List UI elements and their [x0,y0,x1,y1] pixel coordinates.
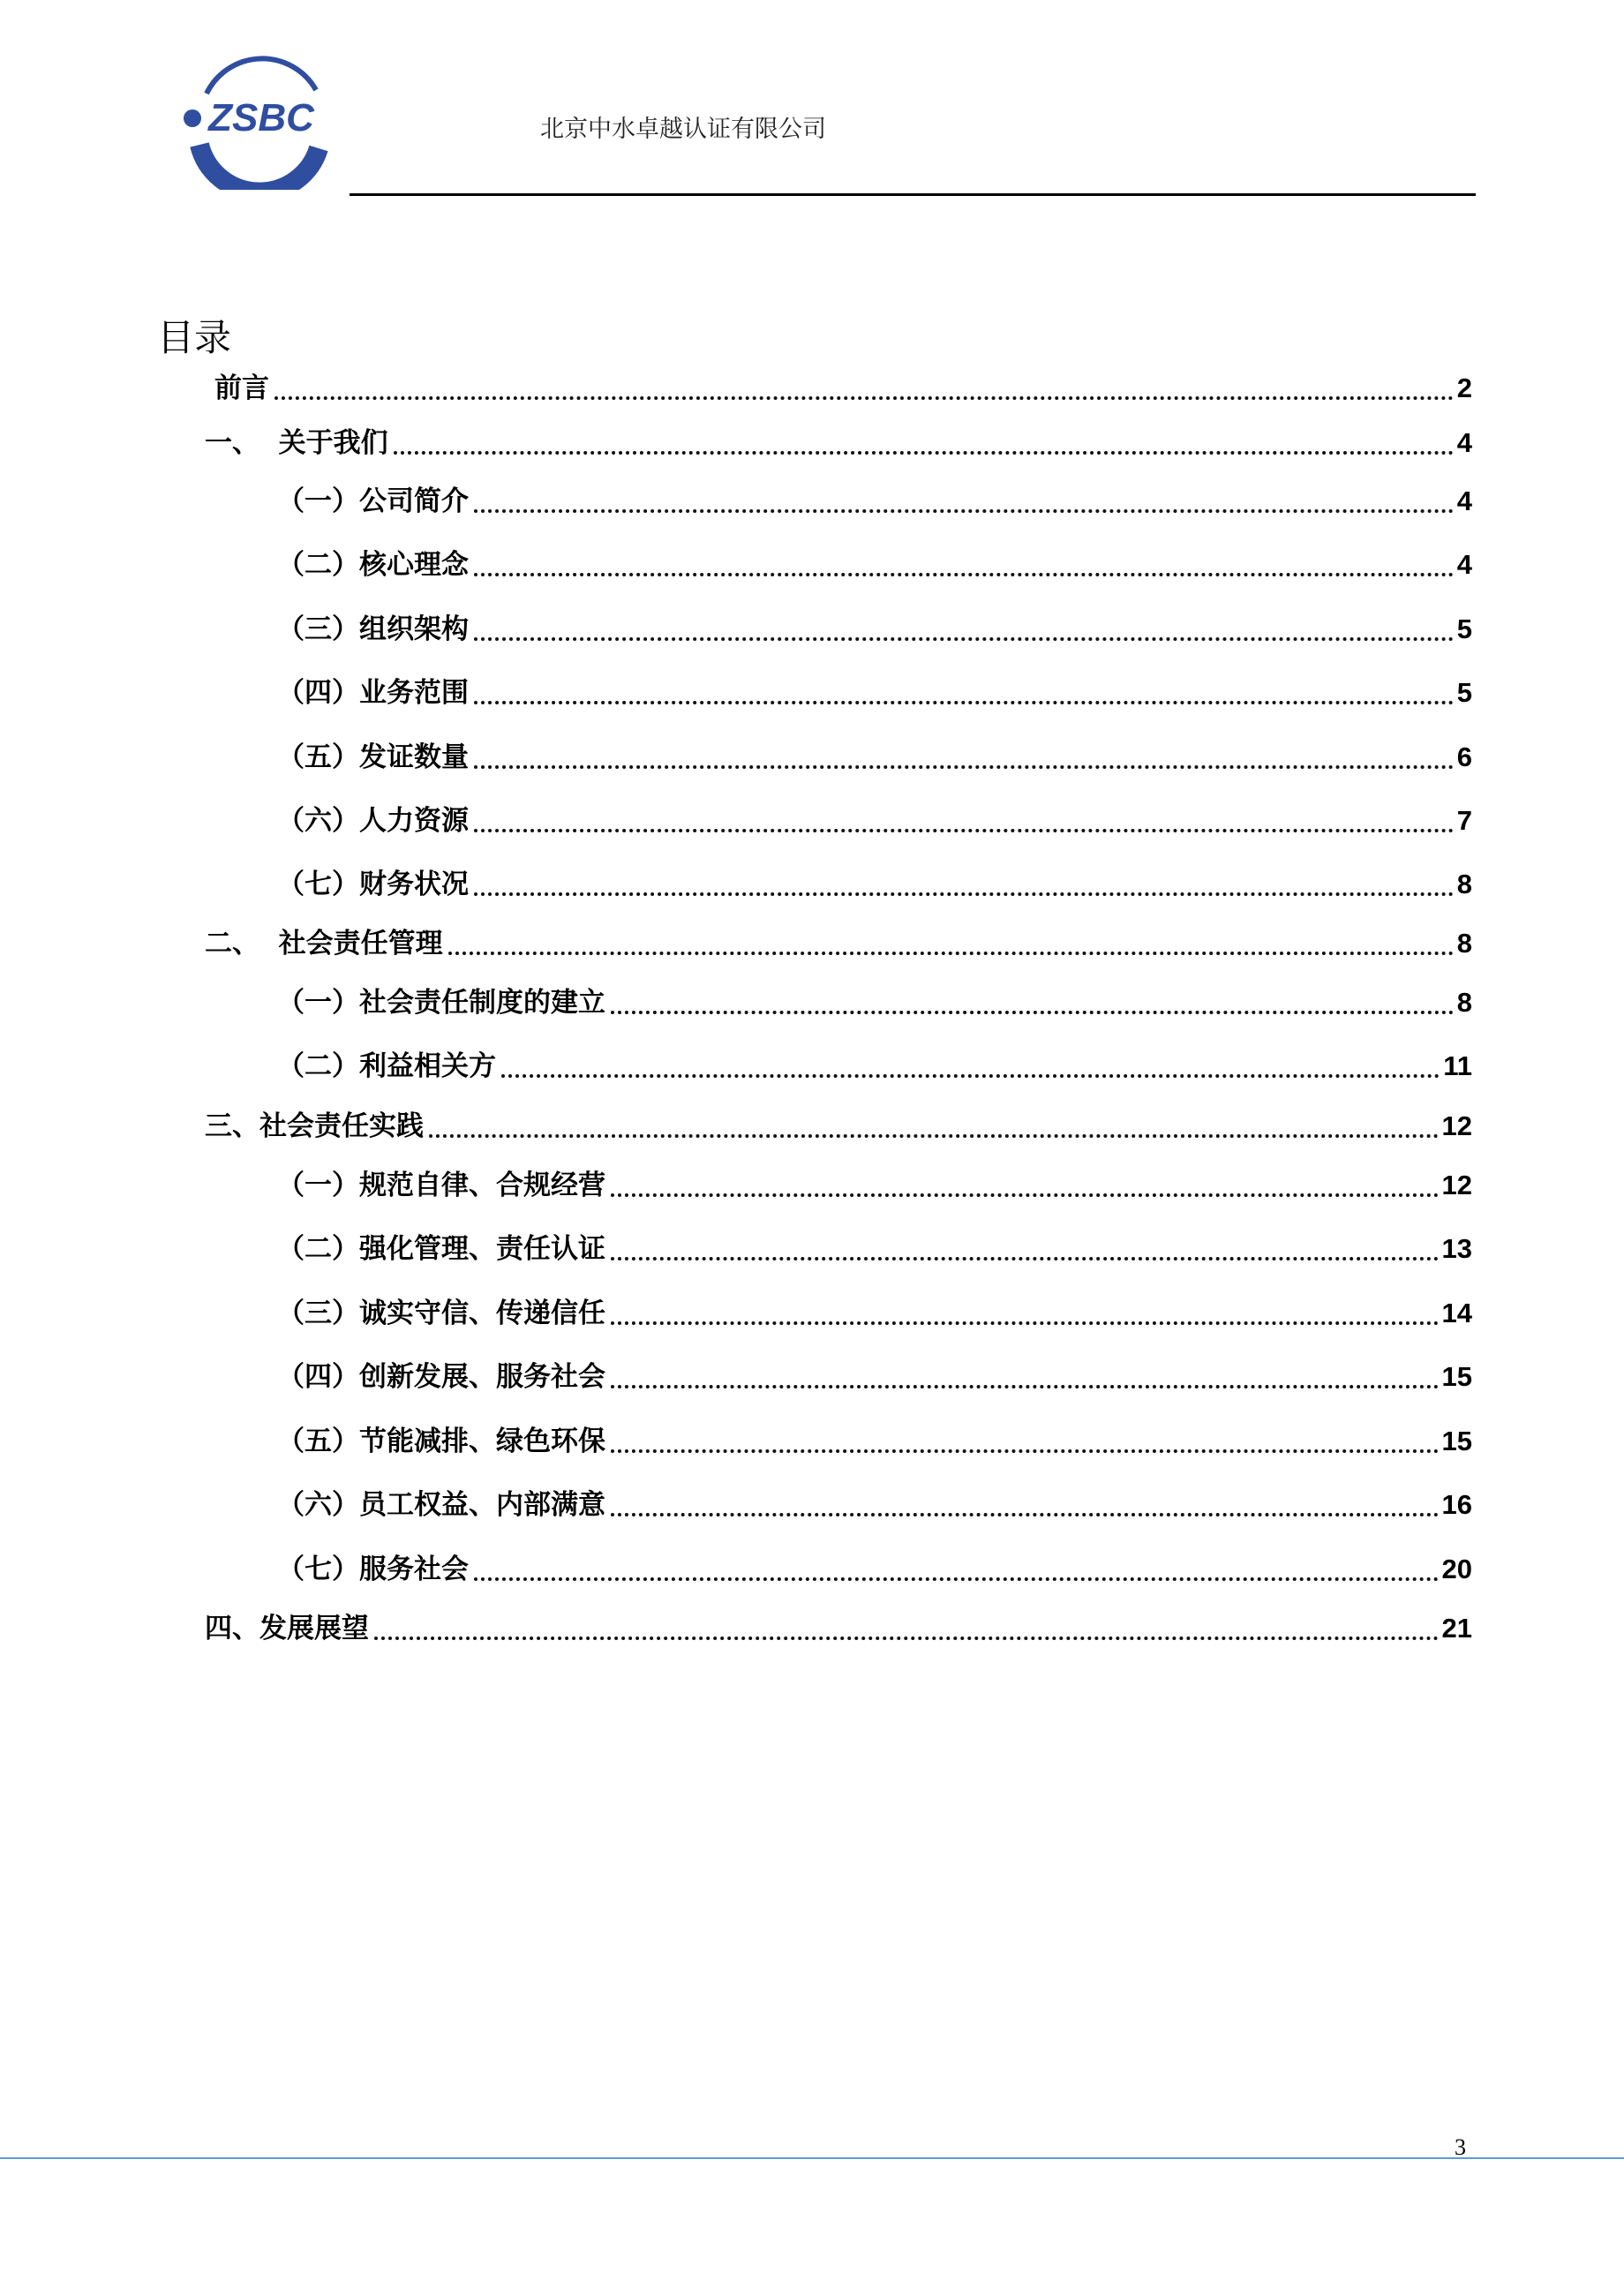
toc-entry-label: 诚实守信、传递信任 [359,1298,605,1329]
toc-entry[interactable] [277,1294,1472,1333]
toc-entry-label: 核心理念 [359,549,469,581]
dot-leader [474,765,1454,769]
toc-entry-page: 4 [1456,485,1472,516]
toc-entry-number: （三） [277,1298,359,1329]
toc-entry-number: （四） [277,677,359,709]
toc-entry-label: 组织架构 [359,613,469,645]
toc-entry-label: 社会责任实践 [259,1110,424,1142]
dot-leader [501,1074,1440,1078]
toc-entry[interactable] [277,673,1472,712]
toc-entry-page: 11 [1443,1050,1472,1081]
toc-entry-page: 5 [1456,613,1472,644]
toc-entry-label: 服务社会 [359,1554,469,1585]
dot-leader [448,952,1454,955]
dot-leader [474,1577,1439,1581]
dot-leader [374,1637,1439,1640]
toc-entry[interactable] [277,482,1472,521]
toc-entry-number: （一） [277,987,359,1019]
toc-entry-number: （五） [277,741,359,773]
toc-entry-label: 人力资源 [359,805,469,837]
toc-entry-page: 8 [1456,869,1472,899]
toc-entry-page: 6 [1456,741,1472,772]
toc-entry[interactable] [205,1107,1472,1146]
toc-entry[interactable] [277,738,1472,777]
dot-leader [611,1449,1439,1453]
toc-entry[interactable] [277,983,1472,1022]
company-name: 北京中水卓越认证有限公司 [540,116,826,143]
toc-entry-label: 社会责任管理 [278,928,443,959]
toc-entry-label: 社会责任制度的建立 [359,987,605,1019]
toc-entry-number: （四） [277,1361,359,1393]
dot-leader [611,1193,1439,1197]
toc-entry-label: 强化管理、责任认证 [359,1233,605,1265]
toc-entry[interactable] [277,610,1472,649]
toc-entry-label: 前言 [214,372,269,404]
footer-divider [0,2157,1624,2159]
toc-entry-label: 规范自律、合规经营 [359,1170,605,1201]
logo-text: ZSBC [208,96,314,139]
toc-entry[interactable] [205,1609,1472,1648]
dot-leader [274,396,1454,400]
toc-entry-page: 4 [1456,427,1472,458]
toc-entry-number: 三、 [205,1110,259,1142]
toc-entry-number: 四、 [205,1613,259,1644]
toc-entry-number: （一） [277,1170,359,1201]
toc-entry-number: （二） [277,1233,359,1265]
toc-entry-label: 创新发展、服务社会 [359,1361,605,1393]
toc-entry-label: 关于我们 [278,427,388,459]
toc-entry-number: （三） [277,613,359,645]
toc-entry[interactable] [277,1230,1472,1268]
toc-entry-label: 发展展望 [259,1613,369,1644]
toc-entry-number: （二） [277,1050,359,1082]
dot-leader [611,1513,1439,1516]
toc-entry-page: 7 [1456,805,1472,836]
toc-entry-label: 发证数量 [359,741,469,773]
toc-entry-page: 20 [1441,1554,1472,1584]
dot-leader [474,892,1454,896]
toc-entry-page: 16 [1441,1489,1472,1520]
toc-entry[interactable] [277,865,1472,904]
toc-entry-number: （七） [277,869,359,900]
toc-entry-number: （一） [277,485,359,517]
toc-entry-label: 公司简介 [359,485,469,517]
dot-leader [611,1321,1439,1325]
toc-entry[interactable] [205,924,1472,963]
toc-entry-page: 13 [1441,1233,1472,1264]
toc-entry-number: （六） [277,1489,359,1521]
toc-entry-page: 8 [1456,987,1472,1018]
toc-entry-page: 14 [1441,1298,1472,1328]
toc-entry-label: 利益相关方 [359,1050,496,1082]
toc-entry-number: 二、 [205,928,279,959]
toc-entry[interactable] [277,1166,1472,1205]
dot-leader [394,451,1454,455]
toc-entry[interactable] [214,369,1472,408]
dot-leader [611,1385,1439,1388]
toc-entry-page: 15 [1441,1426,1472,1456]
toc-entry-label: 业务范围 [359,677,469,709]
toc-entry-page: 12 [1441,1110,1472,1141]
dot-leader [429,1134,1439,1138]
toc-entry-number: （二） [277,549,359,581]
dot-leader [611,1257,1439,1260]
toc-entry-page: 2 [1456,372,1472,403]
toc-entry-label: 节能减排、绿色环保 [359,1426,605,1457]
dot-leader [474,829,1454,832]
toc-title: 目录 [157,316,232,360]
dot-leader [474,509,1454,513]
toc-entry-number: （六） [277,805,359,837]
toc-entry-label: 财务状况 [359,869,469,900]
dot-leader [611,1011,1454,1014]
toc-entry-number: （五） [277,1426,359,1457]
dot-leader [474,573,1454,576]
dot-leader [474,701,1454,704]
toc-entry-page: 21 [1441,1613,1472,1644]
toc-entry[interactable] [205,424,1472,463]
toc-entry[interactable] [277,1358,1472,1396]
dot-leader [474,637,1454,641]
toc-entry-page: 4 [1456,549,1472,580]
toc-entry-number: （七） [277,1554,359,1585]
toc-entry-number: 一、 [205,427,279,459]
toc-entry[interactable] [277,1047,1472,1086]
toc-entry-page: 8 [1456,928,1472,959]
toc-entry-label: 员工权益、内部满意 [359,1489,605,1521]
toc-entry-page: 5 [1456,677,1472,708]
page-number: 3 [1455,2134,1466,2160]
toc-entry[interactable] [277,1486,1472,1524]
toc-entry-page: 12 [1441,1170,1472,1200]
toc-entry[interactable] [277,1422,1472,1461]
toc-entry-page: 15 [1441,1361,1472,1392]
toc-entry[interactable] [277,801,1472,840]
toc-entry[interactable] [277,1550,1472,1589]
toc-entry[interactable] [277,546,1472,584]
